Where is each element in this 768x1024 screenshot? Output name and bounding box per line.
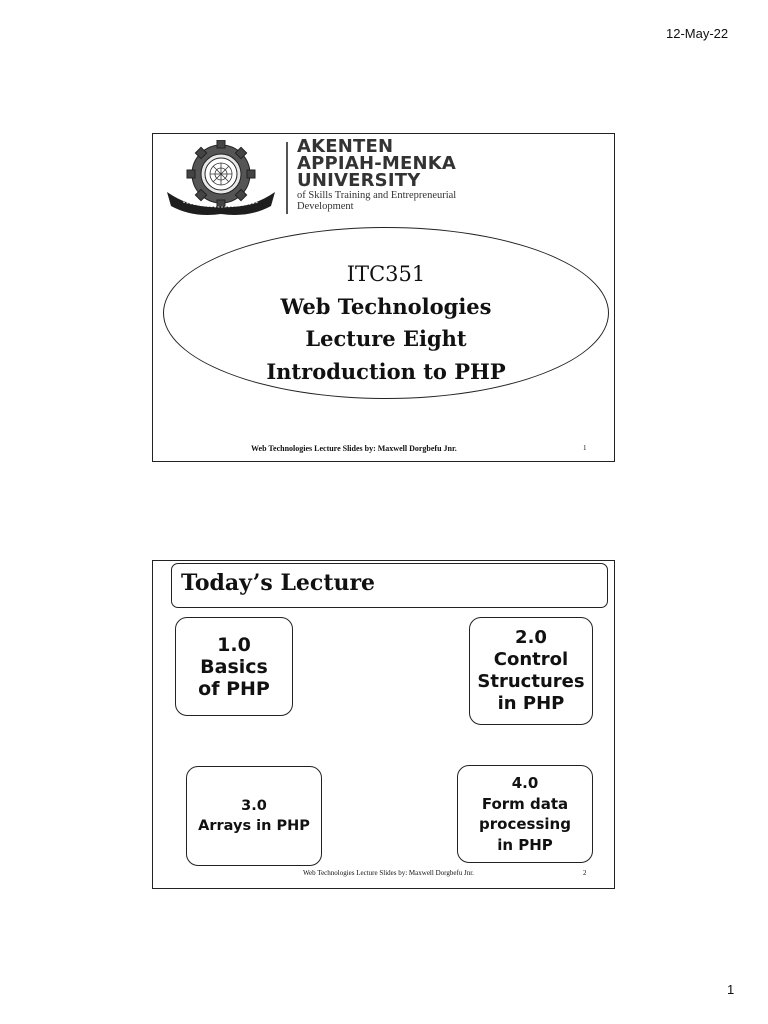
university-name: AKENTEN APPIAH-MENKA UNIVERSITY: [297, 136, 457, 191]
slide-title: [163, 258, 609, 388]
course-name: Web Technologies: [280, 293, 492, 319]
lecture-topic: Introduction to PHP: [266, 358, 506, 384]
logo-divider: [286, 142, 288, 214]
page-number: 1: [727, 982, 735, 997]
course-code: ITC351: [346, 262, 426, 286]
topic-label: 3.0 Arrays in PHP: [198, 798, 310, 834]
topic-box-basics: [175, 617, 293, 716]
lecture-title: Today’s Lecture: [181, 570, 376, 596]
university-subtitle: of Skills Training and Entrepreneurial Development: [297, 190, 457, 212]
slide-number: 2: [583, 869, 587, 877]
topic-label: 2.0 Control Structures in PHP: [477, 627, 585, 714]
topic-label: 1.0 Basics of PHP: [198, 633, 270, 700]
slide-2: [152, 560, 615, 889]
topic-box-form-processing: [457, 765, 593, 863]
topic-label: 4.0 Form data processing in PHP: [479, 774, 571, 854]
slide-footer: Web Technologies Lecture Slides by: Maxwell Dorgbefu Jnr.: [303, 869, 474, 877]
page-date: 12-May-22: [666, 26, 729, 41]
lecture-number: Lecture Eight: [305, 326, 467, 351]
slide-number: 1: [583, 444, 587, 452]
university-seal-icon: [163, 140, 279, 216]
lecture-header-box: [171, 563, 608, 608]
topic-box-arrays: [186, 766, 322, 866]
slide-1: [152, 133, 615, 462]
topic-box-control-structures: [469, 617, 593, 725]
slide-footer: Web Technologies Lecture Slides by: Maxwell Dorgbefu Jnr.: [251, 444, 457, 453]
